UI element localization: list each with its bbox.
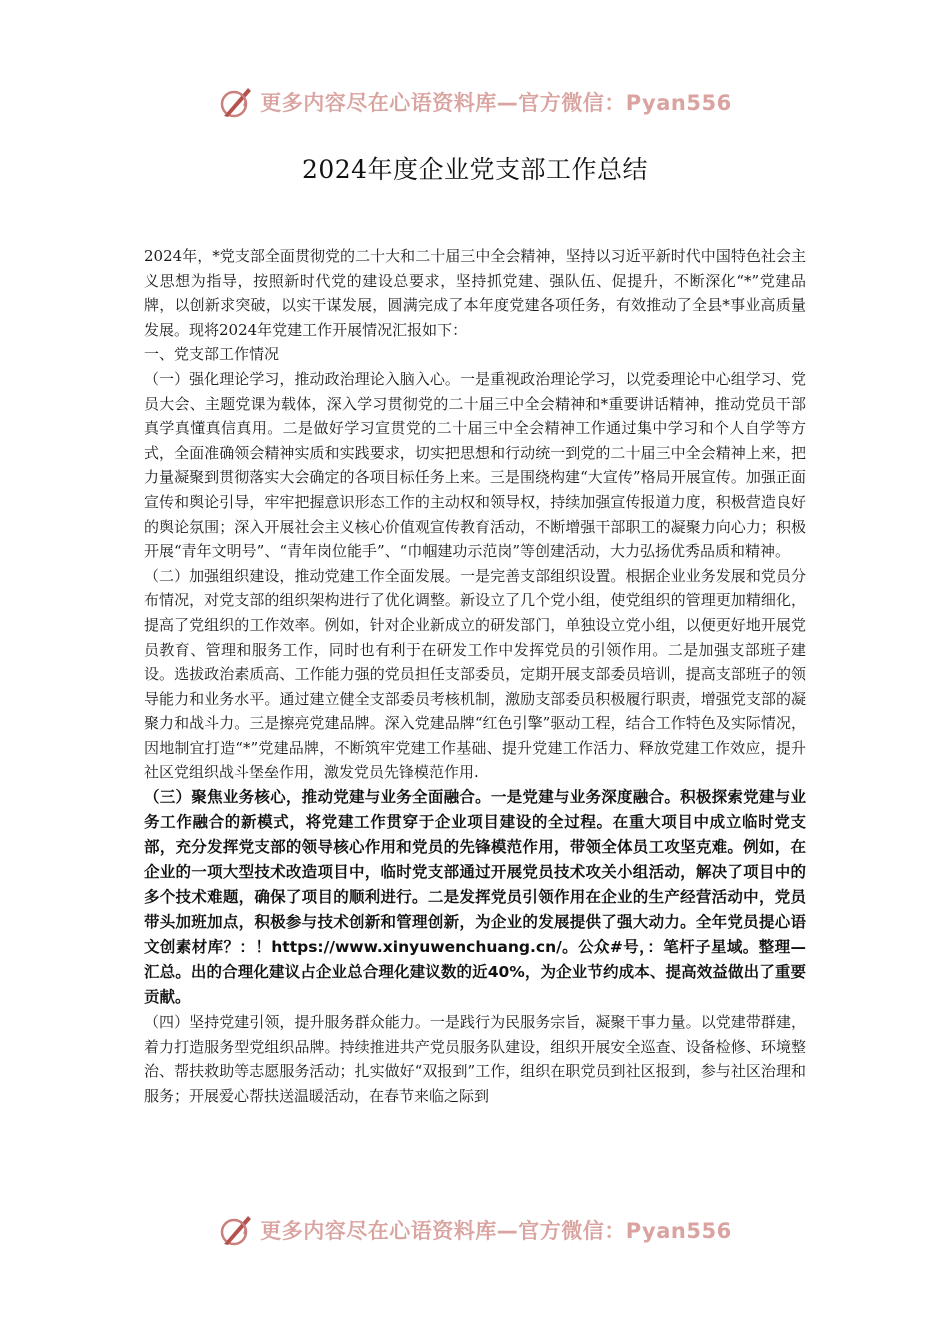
quill-logo-icon (218, 1212, 254, 1248)
document-body (144, 244, 806, 1108)
watermark-text: 更多内容尽在心语资料库—官方微信：Pyan556 (260, 1219, 732, 1243)
paragraph-study: （一）强化理论学习，推动政治理论入脑入心。一是重视政治理论学习，以党委理论中心组学习、党员大会、主题党课为载体，深入学习贯彻党的二十届三中全会精神和*重要讲话精神，推动党员干部真学真懂真信真用。二是做好学习宣贯党的二十届三中全会精神工作通过集中学习和个人自学等方式，全面准确领会精神实质和实践要求，切实把思想和行动统一到党的二十届三中全会精神上来，把力量凝聚到贯彻落实大会确定的各项目标任务上来。三是围绕构建“大宣传”格局开展宣传。加强正面宣传和舆论引导，牢牢把握意识形态工作的主动权和领导权，持续加强宣传报道力度，积极营造良好的舆论氛围；深入开展社会主义核心价值观宣传教育活动，不断增强干部职工的凝聚力向心力；积极开展“青年文明号”、“青年岗位能手”、“巾帼建功示范岗”等创建活动，大力弘扬优秀品质和精神。 (144, 369, 806, 561)
watermark-banner-bottom (0, 1210, 950, 1250)
quill-logo-icon (218, 84, 254, 120)
paragraph-service: （四）坚持党建引领，提升服务群众能力。一是践行为民服务宗旨，凝聚干事力量。以党建带群建，着力打造服务型党组织品牌。持续推进共产党员服务队建设，组织开展安全巡查、设备检修、环境整治、帮扶救助等志愿服务活动；扎实做好“双报到”工作，组织在职党员到社区报到，参与社区治理和服务；开展爱心帮扶送温暖活动，在春节来临之际到 (144, 1013, 806, 1105)
watermark-text: 更多内容尽在心语资料库—官方微信：Pyan556 (260, 91, 732, 115)
paragraph-organization: （二）加强组织建设，推动党建工作全面发展。一是完善支部组织设置。根据企业业务发展和党员分布情况，对党支部的组织架构进行了优化调整。新设立了几个党小组，使党组织的管理更加精细化，提高了党组织的工作效率。例如，针对企业新成立的研发部门，单独设立党小组，以便更好地开展党员教育、管理和服务工作，同时也有利于在研发工作中发挥党员的引领作用。二是加强支部班子建设。选拔政治素质高、工作能力强的党员担任支部委员，定期开展支部委员培训，提高支部班子的领导能力和业务水平。通过建立健全支部委员考核机制，激励支部委员积极履行职责，增强党支部的凝聚力和战斗力。三是擦亮党建品牌。深入党建品牌“红色引擎”驱动工程，结合工作特色及实际情况，因地制宜打造“*”党建品牌，不断筑牢党建工作基础、提升党建工作活力、释放党建工作效应，提升社区党组织战斗堡垒作用，激发党员先锋模范作用. (144, 566, 806, 782)
intro-paragraph: 2024年，*党支部全面贯彻党的二十大和二十届三中全会精神，坚持以习近平新时代中国特色社会主义思想为指导，按照新时代党的建设总要求，坚持抓党建、强队伍、促提升，不断深化“*”党建品牌，以创新求突破，以实干谋发展，圆满完成了本年度党建各项任务，有效推动了全县*事业高质量发展。现将2024年党建工作开展情况汇报如下： (144, 247, 806, 339)
paragraph-business-integration: （三）聚焦业务核心，推动党建与业务全面融合。一是党建与业务深度融合。积极探索党建与业务工作融合的新模式，将党建工作贯穿于企业项目建设的全过程。在重大项目中成立临时党支部，充分发挥党支部的领导核心作用和党员的先锋模范作用，带领全体员工攻坚克难。例如，在企业的一项大型技术改造项目中，临时党支部通过开展党员技术攻关小组活动，解决了项目中的多个技术难题，确保了项目的顺利进行。二是发挥党员引领作用在企业的生产经营活动中，党员带头加班加点，积极参与技术创新和管理创新，为企业的发展提供了强大动力。全年党员提心语文创素材库？：！https://www.xinyuwenchuang.cn/。公众#号，：笔杆子星域。整理—汇总。出的合理化建议占企业总合理化建议数的近40%，为企业节约成本、提高效益做出了重要贡献。 (144, 788, 806, 1007)
document-title: 2024年度企业党支部工作总结 (301, 155, 649, 184)
section-heading: 一、党支部工作情况 (144, 345, 280, 364)
watermark-banner-top (0, 82, 950, 122)
